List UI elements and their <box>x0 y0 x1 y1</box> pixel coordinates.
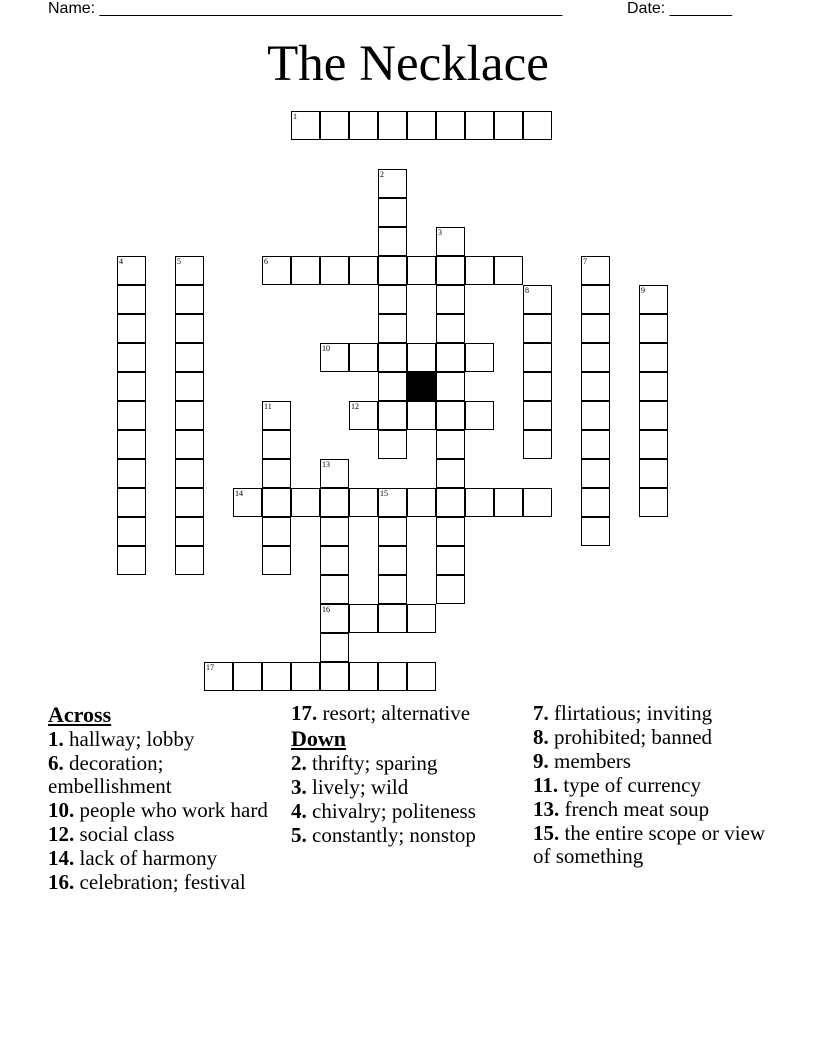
clue-number: 14. <box>48 846 75 870</box>
grid-cell[interactable] <box>581 459 610 488</box>
clue-number: 5. <box>291 823 307 847</box>
grid-cell[interactable] <box>117 517 146 546</box>
clue-number: 11. <box>533 773 559 797</box>
clue-down-15 <box>533 822 773 868</box>
grid-cell[interactable] <box>262 488 291 517</box>
clue-text: social class <box>79 822 175 846</box>
clue-down-8 <box>533 726 773 749</box>
clue-across-6 <box>48 752 278 798</box>
grid-cell[interactable] <box>407 488 436 517</box>
grid-cell[interactable] <box>378 343 407 372</box>
grid-cell[interactable] <box>581 430 610 459</box>
grid-cell[interactable] <box>117 285 146 314</box>
clue-number: 7. <box>533 701 549 725</box>
grid-cell[interactable] <box>262 430 291 459</box>
grid-cell[interactable] <box>378 227 407 256</box>
clue-across-16 <box>48 871 278 894</box>
clue-number: 15. <box>533 821 560 845</box>
grid-cell[interactable] <box>523 343 552 372</box>
grid-cell[interactable] <box>378 111 407 140</box>
grid-cell[interactable] <box>639 372 668 401</box>
clue-number-label: 2 <box>380 170 384 179</box>
clue-number-label: 16 <box>322 605 330 614</box>
clue-number: 2. <box>291 751 307 775</box>
grid-cell[interactable] <box>349 256 378 285</box>
down-heading: Down <box>291 726 347 751</box>
clue-text: french meat soup <box>564 797 710 821</box>
grid-cell[interactable] <box>407 256 436 285</box>
clue-number: 17. <box>291 701 318 725</box>
grid-cell[interactable] <box>175 517 204 546</box>
grid-cell[interactable] <box>523 111 552 140</box>
grid-cell[interactable] <box>436 488 465 517</box>
grid-cell[interactable] <box>465 111 494 140</box>
grid-cell[interactable] <box>378 517 407 546</box>
clue-number: 3. <box>291 775 307 799</box>
grid-cell[interactable] <box>175 285 204 314</box>
grid-cell[interactable] <box>378 256 407 285</box>
grid-cell[interactable] <box>378 198 407 227</box>
grid-cell[interactable] <box>523 314 552 343</box>
grid-cell[interactable] <box>378 285 407 314</box>
clue-number-label: 14 <box>235 489 243 498</box>
grid-cell[interactable] <box>465 488 494 517</box>
grid-cell[interactable] <box>320 546 349 575</box>
clue-number-label: 1 <box>293 112 297 121</box>
grid-cell[interactable] <box>378 604 407 633</box>
grid-cell[interactable] <box>204 662 233 691</box>
grid-cell[interactable] <box>175 488 204 517</box>
grid-cell[interactable] <box>349 662 378 691</box>
clue-number: 16. <box>48 870 75 894</box>
across-heading: Across <box>48 702 112 727</box>
grid-cell[interactable] <box>117 314 146 343</box>
grid-cell[interactable] <box>117 401 146 430</box>
grid-cell[interactable] <box>378 546 407 575</box>
grid-cell[interactable] <box>639 488 668 517</box>
grid-cell[interactable] <box>639 343 668 372</box>
grid-cell[interactable] <box>175 256 204 285</box>
grid-cell[interactable] <box>378 430 407 459</box>
clue-number-label: 7 <box>583 257 587 266</box>
clue-text: celebration; festival <box>79 870 246 894</box>
grid-cell[interactable] <box>349 401 378 430</box>
clue-number-label: 11 <box>264 402 272 411</box>
grid-cell[interactable] <box>349 604 378 633</box>
clue-down-13 <box>533 798 773 821</box>
clue-text: people who work hard <box>79 798 268 822</box>
clue-text: decoration; embellishment <box>48 751 172 798</box>
grid-cell[interactable] <box>639 285 668 314</box>
clue-number-label: 4 <box>119 257 123 266</box>
name-field-label: Name: ____________________________________________________ <box>48 0 563 17</box>
grid-cell[interactable] <box>378 314 407 343</box>
grid-cell[interactable] <box>349 343 378 372</box>
grid-cell[interactable] <box>320 633 349 662</box>
grid-cell[interactable] <box>175 546 204 575</box>
grid-cell[interactable] <box>436 285 465 314</box>
grid-cell[interactable] <box>581 372 610 401</box>
grid-cell[interactable] <box>407 604 436 633</box>
grid-cell[interactable] <box>320 256 349 285</box>
clue-text: lack of harmony <box>79 846 218 870</box>
clue-down-11 <box>533 774 773 797</box>
grid-cell[interactable] <box>436 256 465 285</box>
date-field-label: Date: _______ <box>627 0 732 17</box>
grid-cell[interactable] <box>320 575 349 604</box>
clue-text: constantly; nonstop <box>312 823 476 847</box>
grid-cell[interactable] <box>262 459 291 488</box>
grid-cell[interactable] <box>291 256 320 285</box>
clues-column-2 <box>291 702 516 848</box>
clue-number-label: 8 <box>525 286 529 295</box>
clue-number-label: 9 <box>641 286 645 295</box>
clue-number-label: 10 <box>322 344 330 353</box>
clue-down-4 <box>291 800 516 823</box>
grid-cell[interactable] <box>117 459 146 488</box>
grid-cell[interactable] <box>117 372 146 401</box>
grid-cell[interactable] <box>262 662 291 691</box>
grid-cell[interactable] <box>465 256 494 285</box>
clue-number-label: 17 <box>206 663 214 672</box>
grid-cell[interactable] <box>581 488 610 517</box>
clue-number-label: 15 <box>380 489 388 498</box>
clue-text: thrifty; sparing <box>312 751 438 775</box>
grid-cell[interactable] <box>378 575 407 604</box>
clue-down-2 <box>291 752 516 775</box>
clue-across-1 <box>48 728 278 751</box>
grid-cell[interactable] <box>320 517 349 546</box>
grid-cell[interactable] <box>581 285 610 314</box>
clue-number: 1. <box>48 727 64 751</box>
grid-cell[interactable] <box>378 662 407 691</box>
grid-cell[interactable] <box>262 546 291 575</box>
grid-cell[interactable] <box>349 111 378 140</box>
clue-text: flirtatious; inviting <box>554 701 713 725</box>
grid-cell[interactable] <box>349 488 378 517</box>
clue-number-label: 6 <box>264 257 268 266</box>
grid-cell[interactable] <box>581 314 610 343</box>
clue-number: 12. <box>48 822 75 846</box>
grid-cell[interactable] <box>320 662 349 691</box>
grid-cell[interactable] <box>291 111 320 140</box>
clue-number: 4. <box>291 799 307 823</box>
grid-cell[interactable] <box>117 256 146 285</box>
clue-text: resort; alternative <box>322 701 471 725</box>
grid-cell[interactable] <box>378 401 407 430</box>
grid-cell[interactable] <box>117 343 146 372</box>
grid-cell[interactable] <box>320 488 349 517</box>
grid-cell[interactable] <box>494 111 523 140</box>
grid-cell[interactable] <box>233 662 262 691</box>
grid-cell[interactable] <box>117 488 146 517</box>
grid-cell[interactable] <box>494 256 523 285</box>
grid-cell[interactable] <box>581 256 610 285</box>
clue-number-label: 5 <box>177 257 181 266</box>
clue-down-7 <box>533 702 773 725</box>
grid-cell[interactable] <box>291 662 320 691</box>
grid-cell[interactable] <box>436 111 465 140</box>
black-square <box>407 372 436 401</box>
grid-cell[interactable] <box>407 662 436 691</box>
grid-cell[interactable] <box>523 285 552 314</box>
grid-cell[interactable] <box>175 430 204 459</box>
clue-number: 10. <box>48 798 75 822</box>
grid-cell[interactable] <box>465 401 494 430</box>
grid-cell[interactable] <box>581 343 610 372</box>
clue-number: 9. <box>533 749 549 773</box>
clue-across-10 <box>48 799 278 822</box>
clue-number: 6. <box>48 751 64 775</box>
grid-cell[interactable] <box>436 430 465 459</box>
grid-cell[interactable] <box>494 488 523 517</box>
grid-cell[interactable] <box>175 343 204 372</box>
clue-number: 8. <box>533 725 549 749</box>
clue-across-12 <box>48 823 278 846</box>
grid-cell[interactable] <box>320 111 349 140</box>
grid-cell[interactable] <box>523 401 552 430</box>
grid-cell[interactable] <box>407 401 436 430</box>
clue-number-label: 3 <box>438 228 442 237</box>
grid-cell[interactable] <box>175 314 204 343</box>
clue-text: members <box>554 749 631 773</box>
grid-cell[interactable] <box>175 459 204 488</box>
clue-across-17 <box>291 702 516 725</box>
clue-across-14 <box>48 847 278 870</box>
grid-cell[interactable] <box>436 372 465 401</box>
grid-cell[interactable] <box>436 459 465 488</box>
grid-cell[interactable] <box>378 169 407 198</box>
clue-down-9 <box>533 750 773 773</box>
grid-cell[interactable] <box>436 227 465 256</box>
grid-cell[interactable] <box>465 343 494 372</box>
grid-cell[interactable] <box>320 604 349 633</box>
grid-cell[interactable] <box>320 459 349 488</box>
clue-text: lively; wild <box>312 775 409 799</box>
grid-cell[interactable] <box>581 517 610 546</box>
grid-cell[interactable] <box>523 488 552 517</box>
grid-cell[interactable] <box>581 401 610 430</box>
clue-down-5 <box>291 824 516 847</box>
clue-number-label: 13 <box>322 460 330 469</box>
grid-cell[interactable] <box>262 256 291 285</box>
clues-column-1 <box>48 702 278 895</box>
clue-text: hallway; lobby <box>69 727 195 751</box>
grid-cell[interactable] <box>523 372 552 401</box>
grid-cell[interactable] <box>291 488 320 517</box>
grid-cell[interactable] <box>262 517 291 546</box>
grid-cell[interactable] <box>320 343 349 372</box>
grid-cell[interactable] <box>233 488 262 517</box>
grid-cell[interactable] <box>378 372 407 401</box>
grid-cell[interactable] <box>639 430 668 459</box>
grid-cell[interactable] <box>117 430 146 459</box>
grid-cell[interactable] <box>378 488 407 517</box>
clue-text: the entire scope or view of something <box>533 821 766 868</box>
page-title: The Necklace <box>267 36 549 92</box>
grid-cell[interactable] <box>436 575 465 604</box>
clue-number-label: 12 <box>351 402 359 411</box>
grid-cell[interactable] <box>175 401 204 430</box>
grid-cell[interactable] <box>639 401 668 430</box>
clue-text: chivalry; politeness <box>312 799 476 823</box>
grid-cell[interactable] <box>407 111 436 140</box>
grid-cell[interactable] <box>117 546 146 575</box>
grid-cell[interactable] <box>175 372 204 401</box>
grid-cell[interactable] <box>436 517 465 546</box>
grid-cell[interactable] <box>262 401 291 430</box>
grid-cell[interactable] <box>436 314 465 343</box>
grid-cell[interactable] <box>436 546 465 575</box>
clues-column-3 <box>533 702 773 869</box>
clue-number: 13. <box>533 797 560 821</box>
grid-cell[interactable] <box>436 343 465 372</box>
clue-text: type of currency <box>563 773 701 797</box>
clue-text: prohibited; banned <box>554 725 713 749</box>
grid-cell[interactable] <box>436 401 465 430</box>
clue-down-3 <box>291 776 516 799</box>
grid-cell[interactable] <box>639 314 668 343</box>
grid-cell[interactable] <box>639 459 668 488</box>
grid-cell[interactable] <box>407 343 436 372</box>
grid-cell[interactable] <box>523 430 552 459</box>
